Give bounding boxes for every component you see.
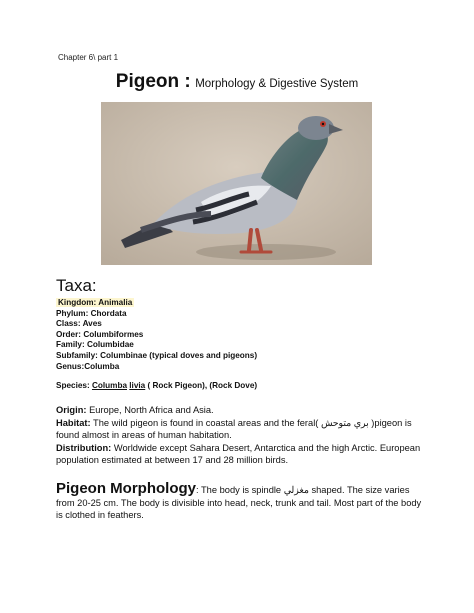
taxa-heading: Taxa:	[56, 276, 97, 295]
origin-text: Europe, North Africa and Asia.	[89, 405, 214, 415]
distribution-paragraph	[56, 442, 422, 467]
taxonomy-row	[56, 309, 257, 320]
habitat-text: The wild pigeon is found in coastal areas and the feral( بري متوحش )pigeon is found almost in areas of human habitation.	[56, 417, 412, 441]
info-block	[56, 404, 422, 467]
taxonomy-label: Subfamily:	[56, 350, 98, 360]
origin-label: Origin:	[56, 405, 87, 415]
taxonomy-value: Columbinae (typical doves and pigeons)	[100, 350, 258, 360]
taxonomy-label: Genus:	[56, 361, 85, 371]
distribution-label: Distribution:	[56, 442, 112, 453]
taxonomy-row	[56, 340, 257, 351]
species-label: Species:	[56, 381, 90, 390]
taxonomy-row	[56, 298, 257, 309]
taxonomy-label: Phylum:	[56, 308, 89, 318]
taxonomy-value: Columba	[84, 361, 120, 371]
taxonomy-label: Kingdom:	[58, 298, 97, 307]
species-common-1: ( Rock Pigeon),	[147, 381, 208, 390]
taxonomy-value: Animalia	[98, 298, 133, 307]
taxonomy-row	[56, 330, 257, 341]
taxonomy-list	[56, 298, 257, 372]
title-main: Pigeon :	[115, 71, 191, 92]
taxonomy-value: Columbiformes	[83, 329, 144, 339]
title-subtitle: Morphology & Digestive System	[195, 78, 359, 90]
taxonomy-value: Columbidae	[86, 340, 134, 350]
morphology-paragraph	[56, 480, 422, 522]
page-title	[0, 71, 474, 93]
taxonomy-label: Family:	[56, 340, 85, 350]
taxonomy-row	[56, 351, 257, 362]
taxonomy-row	[56, 362, 257, 373]
origin-paragraph	[56, 404, 422, 417]
taxonomy-label: Class:	[56, 319, 81, 329]
habitat-paragraph	[56, 417, 422, 442]
morphology-heading: Pigeon Morphology	[56, 480, 196, 497]
taxonomy-label: Order:	[56, 329, 82, 339]
morphology-text: : The body is spindle مغزلي shaped. The size varies from 20-25 cm. The body is divisible into head, neck, trunk and tail. Most part of the body is clothed in feathers.	[56, 485, 422, 521]
species-common-2: (Rock Dove)	[209, 381, 258, 390]
chapter-label: Chapter 6\ part 1	[58, 53, 119, 62]
taxonomy-highlight	[56, 298, 134, 307]
habitat-label: Habitat:	[56, 417, 91, 428]
taxonomy-value: Chordata	[90, 308, 127, 318]
distribution-text: Worldwide except Sahara Desert, Antarctica and the high Arctic. European population estimated at between 17 and 28 million birds.	[56, 442, 421, 466]
species-genus: Columba	[91, 381, 127, 390]
pigeon-photo	[101, 102, 372, 265]
taxonomy-row	[56, 319, 257, 330]
species-epithet: livia	[129, 381, 146, 390]
species-line	[56, 381, 257, 390]
taxonomy-value: Aves	[82, 319, 102, 329]
